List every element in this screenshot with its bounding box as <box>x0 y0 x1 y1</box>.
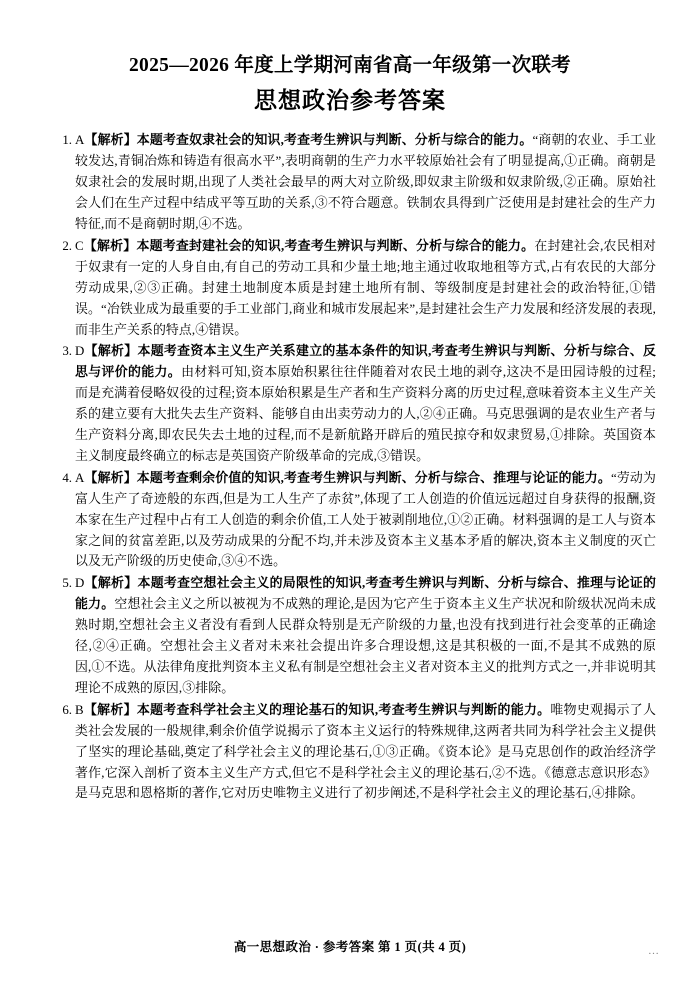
answer-item <box>44 341 656 466</box>
answer-text: “劳动为富人生产了奇迹般的东西,但是为工人生产了赤贫”,体现了工人创造的价值远远超过自身获得的报酬,资本家在生产过程中占有工人创造的剩余价值,工人处于被剥削地位,①②正确。材料强调的是工人与资本家之间的贫富差距,以及劳动成果的分配不均,并未涉及资本主义基本矛盾的解决,资本主义制度的灭亡以及无产阶级的历史使命,③④不选。 <box>75 470 657 569</box>
page-title-sub: 思想政治参考答案 <box>254 88 446 114</box>
answer-letter: C <box>75 238 84 253</box>
answer-text: 由材料可知,资本原始积累往往伴随着对农民土地的剥夺,这决不是田园诗般的过程;而是充满着侵略奴役的过程;资本原始积累是生产者和生产资料分离的历史过程,意味着资本主义生产关系的建立要有大批失去生产资料、能够自由出卖劳动力的人,②④正确。马克思强调的是农业生产者与生产资料分离,即农民失去土地的过程,而不是新航路开辟后的殖民掠夺和奴隶贸易,①排除。英国资本主义制度最终确立的标志是英国资产阶级革命的完成,③错误。 <box>75 365 656 463</box>
answer-lead: 【解析】本题考查资本主义生产关系建立的基本条件的知识,考查考生辨识与判断、分析与综合、反思与评价的能力。 <box>75 344 656 380</box>
answer-letter: A <box>75 470 85 485</box>
answer-letter: D <box>75 344 85 359</box>
answer-number: 1. <box>62 133 72 148</box>
answer-lead: 【解析】本题考查封建社会的知识,考查考生辨识与判断、分析与综合的能力。 <box>83 238 535 253</box>
answer-number: 5. <box>62 576 72 591</box>
answer-lead: 【解析】本题考查空想社会主义的局限性的知识,考查考生辨识与判断、分析与综合、推理与论证的能力。 <box>75 576 656 612</box>
answer-body <box>75 130 656 235</box>
answer-body <box>75 573 656 698</box>
answer-letter: D <box>75 576 85 591</box>
answer-body <box>75 341 656 466</box>
answer-letter: A <box>75 133 85 148</box>
answer-body <box>75 700 656 805</box>
answer-text: “商朝的农业、手工业较发达,青铜冶炼和铸造有很高水平”,表明商朝的生产力水平较原始社会有了明显提高,①正确。商朝是奴隶社会的发展时期,出现了人类社会最早的两大对立阶级,即奴隶主阶级和奴隶阶级,②正确。原始社会人们在生产过程中结成平等互助的关系,③不符合题意。铁制农具得到广泛使用是封建社会的生产力特征,而不是商朝时期,④不选。 <box>75 133 656 231</box>
answers-list <box>44 130 656 804</box>
answer-number: 3. <box>62 344 72 359</box>
footer-dots: … <box>648 945 660 957</box>
answer-lead: 【解析】本题考查科学社会主义的理论基石的知识,考查考生辨识与判断的能力。 <box>83 702 551 717</box>
answer-text: 唯物史观揭示了人类社会发展的一般规律,剩余价值学说揭示了资本主义运行的特殊规律,这两者共同为科学社会主义提供了坚实的理论基础,奠定了科学社会主义的理论基石,①③正确。《资本论》是马克思创作的政治经济学著作,它深入剖析了资本主义生产方式,但它不是科学社会主义的理论基石,②不选。《德意志意识形态》是马克思和恩格斯的著作,它对历史唯物主义进行了初步阐述,不是科学社会主义的理论基石,④排除。 <box>75 702 656 801</box>
answer-item <box>44 700 656 805</box>
answer-letter: B <box>75 702 84 717</box>
answer-body <box>75 468 656 573</box>
page-title-main: 2025—2026 年度上学期河南省高一年级第一次联考 <box>129 55 571 76</box>
answer-body <box>75 236 656 341</box>
answer-text: 在封建社会,农民相对于奴隶有一定的人身自由,有自己的劳动工具和少量土地;地主通过收取地租等方式,占有农民的大部分劳动成果,②③正确。封建土地制度本质是封建土地所有制、等级制度是封建社会的政治特征,①错误。“冶铁业成为最重要的手工业部门,商业和城市发展起来”,是封建社会生产力发展和经济发展的表现,而非生产关系的特点,④错误。 <box>75 238 656 337</box>
answer-number: 4. <box>62 470 72 485</box>
answer-lead: 【解析】本题考查奴隶社会的知识,考查考生辨识与判断、分析与综合的能力。 <box>84 133 533 148</box>
answer-number: 6. <box>62 702 72 717</box>
answer-item <box>44 573 656 698</box>
answer-item <box>44 130 656 235</box>
answer-item <box>44 236 656 341</box>
page-footer: 高一思想政治 · 参考答案 第 1 页(共 4 页) <box>233 940 467 954</box>
answer-text: 空想社会主义之所以被视为不成熟的理论,是因为它产生于资本主义生产状况和阶级状况尚未成熟时期,空想社会主义者没有看到人民群众特别是无产阶级的力量,也没有找到进行社会变革的正确途径,②④正确。空想社会主义者对未来社会提出许多合理设想,这是其积极的一面,不是其不成熟的原因,①不选。从法律角度批判资本主义私有制是空想社会主义者对资本主义的批判方式之一,并非说明其理论不成熟的原因,③排除。 <box>75 597 656 695</box>
answer-item <box>44 468 656 573</box>
answer-number: 2. <box>62 238 72 253</box>
answer-lead: 【解析】本题考查剩余价值的知识,考查考生辨识与判断、分析与综合、推理与论证的能力。 <box>84 470 611 485</box>
